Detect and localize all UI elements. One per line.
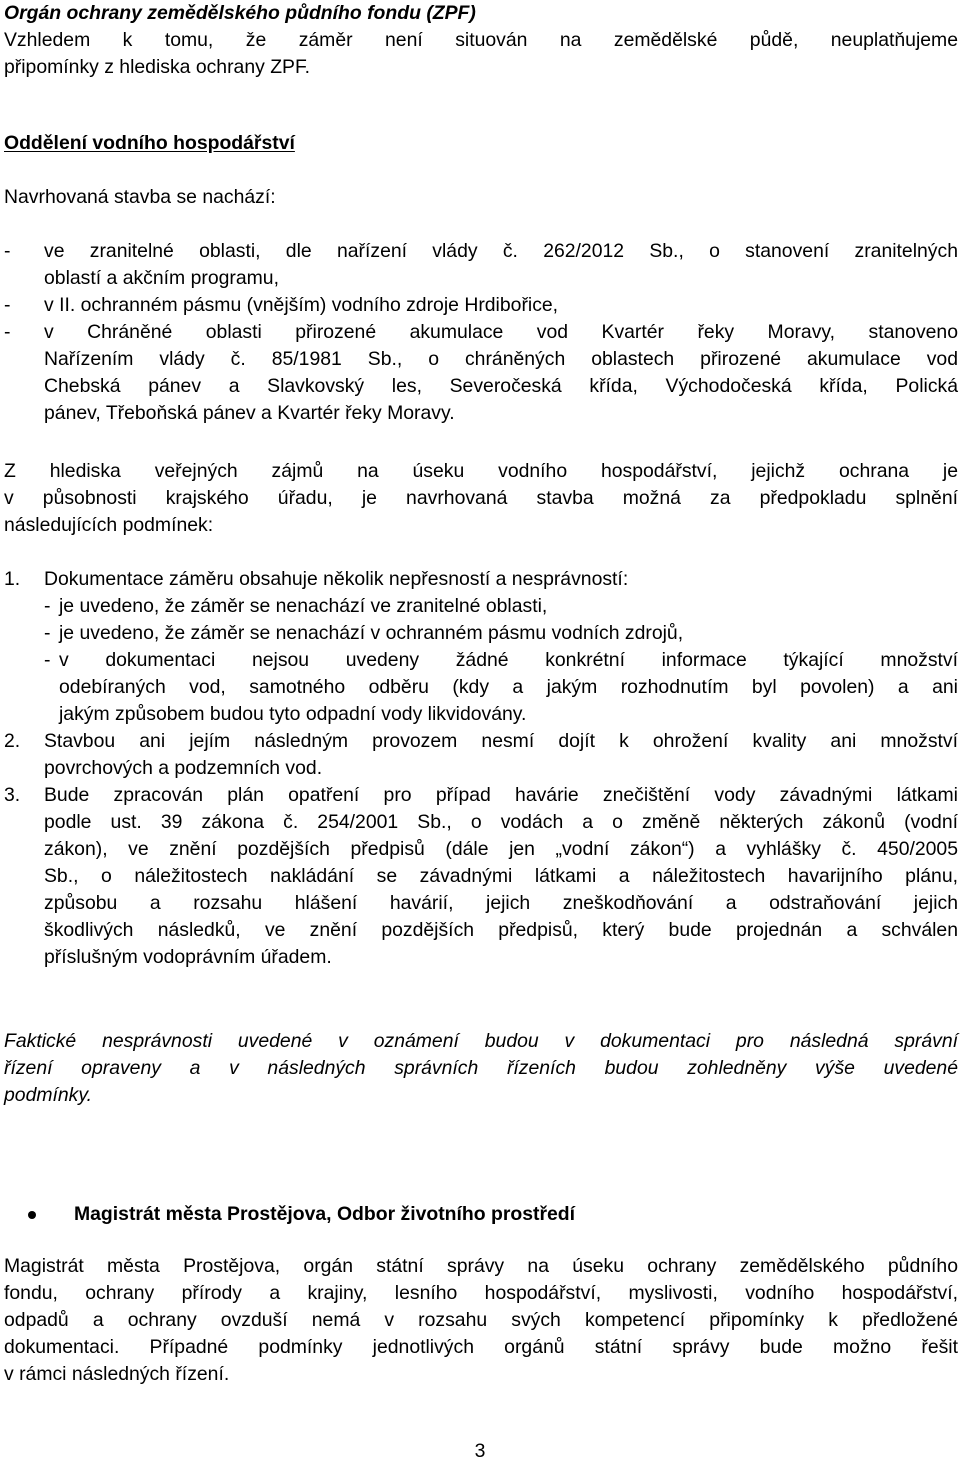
dash-marker: - xyxy=(44,595,51,617)
condition-item xyxy=(4,782,958,971)
magistrat-paragraph xyxy=(4,1253,958,1388)
condition-line: podle ust. 39 zákona č. 254/2001 Sb., o vodách a o změně některých zákonů (vodní xyxy=(44,811,958,833)
sub-item-line: je uvedeno, že záměr se nenachází ve zranitelné oblasti, xyxy=(59,595,548,617)
zpf-section xyxy=(4,0,958,81)
dash-marker: - xyxy=(44,622,51,644)
list-item-line: ve zranitelné oblasti, dle nařízení vlády č. 262/2012 Sb., o stanovení zranitelných xyxy=(44,240,958,262)
zpf-paragraph-line: Vzhledem k tomu, že záměr není situován na zemědělské půdě, neuplatňujeme xyxy=(4,29,958,51)
condition-item xyxy=(4,728,958,782)
water-intro-block xyxy=(4,184,958,211)
factual-note xyxy=(4,1028,958,1109)
zpf-paragraph-line: připomínky z hlediska ochrany ZPF. xyxy=(4,56,311,78)
dash-marker: - xyxy=(4,240,11,262)
dash-marker: - xyxy=(4,294,11,316)
sub-item-line: je uvedeno, že záměr se nenachází v ochranném pásmu vodních zdrojů, xyxy=(59,622,684,644)
list-item-line: pánev, Třeboňská pánev a Kvartér řeky Moravy. xyxy=(44,402,455,424)
list-item xyxy=(4,319,958,427)
condition-line: povrchových a podzemních vod. xyxy=(44,757,323,779)
bullet-icon xyxy=(28,1211,36,1219)
condition-line: Bude zpracován plán opatření pro případ havárie znečištění vody závadnými látkami xyxy=(44,784,958,806)
paragraph-line: v rámci následných řízení. xyxy=(4,1363,230,1385)
magistrat-heading-item xyxy=(4,1201,958,1228)
note-line: podmínky. xyxy=(4,1084,93,1106)
condition-number: 3. xyxy=(4,784,21,806)
paragraph-line: odpadů a ochrany ovzduší nemá v rozsahu svých kompetencí připomínky k předložené xyxy=(4,1309,958,1331)
magistrat-heading: Magistrát města Prostějova, Odbor životního prostředí xyxy=(74,1203,576,1225)
paragraph-line: následujících podmínek: xyxy=(4,514,214,536)
water-heading: Oddělení vodního hospodářství xyxy=(4,132,295,154)
condition-line: příslušným vodoprávním úřadem. xyxy=(44,946,332,968)
sub-list-item xyxy=(44,620,958,647)
condition-number: 1. xyxy=(4,568,21,590)
list-item-line: v II. ochranném pásmu (vnějším) vodního zdroje Hrdibořice, xyxy=(44,294,559,316)
list-item-line: v Chráněné oblasti přirozené akumulace vod Kvartér řeky Moravy, stanoveno xyxy=(44,321,958,343)
sub-item-line: odebíraných vod, samotného odběru (kdy a jakým rozhodnutím byl povolen) a ani xyxy=(59,676,958,698)
condition-text: Dokumentace záměru obsahuje několik nepřesností a nesprávností: xyxy=(44,568,629,590)
water-intro: Navrhovaná stavba se nachází: xyxy=(4,186,276,208)
note-line: řízení opraveny a v následných správních řízeních budou zohledněny výše uvedené xyxy=(4,1057,958,1079)
condition-line: škodlivých následků, ve znění pozdějších předpisů, který bude projednán a schválen xyxy=(44,919,958,941)
paragraph-line: v působnosti krajského úřadu, je navrhovaná stavba možná za předpokladu splnění xyxy=(4,487,958,509)
public-interest-paragraph xyxy=(4,458,958,539)
paragraph-line: fondu, ochrany přírody a krajiny, lesního hospodářství, myslivosti, vodního hospodářství, xyxy=(4,1282,958,1304)
condition-line: způsobu a rozsahu hlášení havárií, jejich zneškodňování a odstraňování jejich xyxy=(44,892,958,914)
page-number: 3 xyxy=(474,1440,486,1462)
sub-list-item xyxy=(44,647,958,728)
paragraph-line: Magistrát města Prostějova, orgán státní správy na úseku ochrany zemědělského půdního xyxy=(4,1255,958,1277)
condition-item xyxy=(4,566,958,728)
condition-line: Stavbou ani jejím následným provozem nesmí dojít k ohrožení kvality ani množství xyxy=(44,730,958,752)
paragraph-line: Z hlediska veřejných zájmů na úseku vodního hospodářství, jejichž ochrana je xyxy=(4,460,958,482)
dash-marker: - xyxy=(4,321,11,343)
note-line: Faktické nesprávnosti uvedené v oznámení budou v dokumentaci pro následná správní xyxy=(4,1030,958,1052)
sub-list-item xyxy=(44,593,958,620)
dash-marker: - xyxy=(44,649,51,671)
condition-line: Sb., o náležitostech nakládání se závadnými látkami a náležitostech havarijního plánu, xyxy=(44,865,958,887)
condition-line: zákon), ve znění pozdějších předpisů (dále jen „vodní zákon“) a vyhlášky č. 450/2005 xyxy=(44,838,958,860)
magistrat-section xyxy=(4,1201,958,1228)
list-item xyxy=(4,292,958,319)
sub-item-line: v dokumentaci nejsou uvedeny žádné konkrétní informace týkající množství xyxy=(59,649,958,671)
paragraph-line: dokumentaci. Případné podmínky jednotlivých orgánů státní správy bude možno řešit xyxy=(4,1336,958,1358)
list-item xyxy=(4,238,958,292)
list-item-line: Nařízením vlády č. 85/1981 Sb., o chráněných oblastech přirozené akumulace vod xyxy=(44,348,958,370)
list-item-line: oblastí a akčním programu, xyxy=(44,267,279,289)
sub-item-line: jakým způsobem budou tyto odpadní vody likvidovány. xyxy=(59,703,527,725)
zpf-heading: Orgán ochrany zemědělského půdního fondu (ZPF) xyxy=(4,2,476,24)
condition-number: 2. xyxy=(4,730,21,752)
location-list xyxy=(4,238,958,427)
conditions-list xyxy=(4,566,958,971)
water-section xyxy=(4,130,958,157)
list-item-line: Chebská pánev a Slavkovský les, Severočeská křída, Východočeská křída, Polická xyxy=(44,375,958,397)
